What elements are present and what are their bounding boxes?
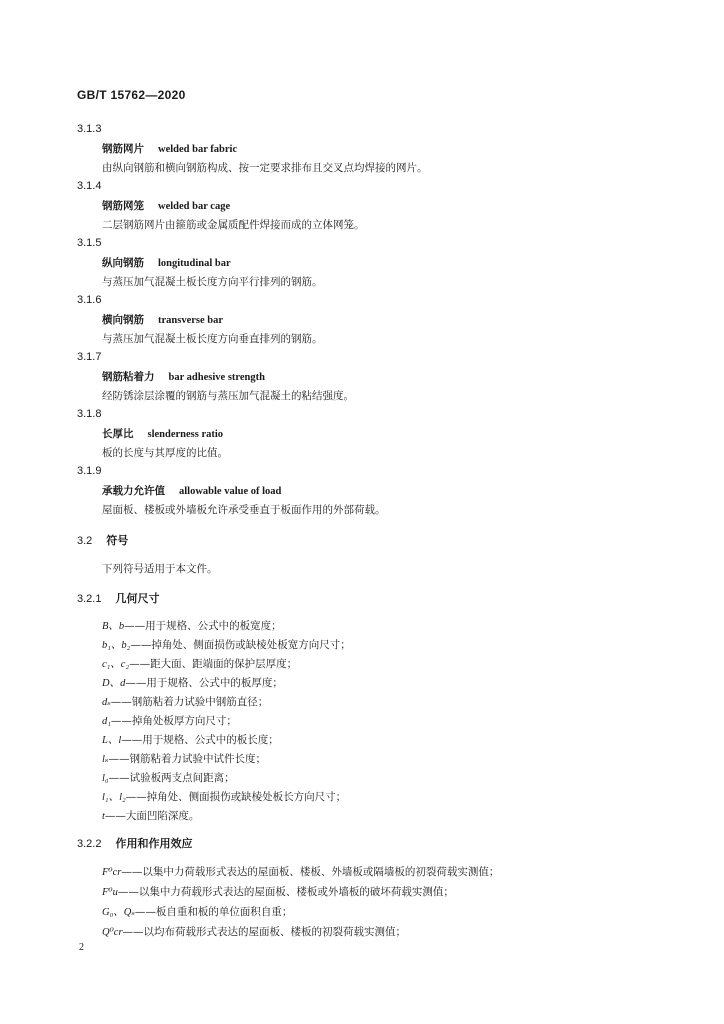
- clause-number: 3.1.7: [77, 351, 102, 363]
- clause-number: 3.1.4: [77, 180, 102, 192]
- term-en: transverse bar: [158, 315, 224, 326]
- term-zh: 承载力允许值: [102, 485, 165, 497]
- symbol: t: [102, 811, 105, 822]
- symbol-description: ——掉角处、侧面损伤或缺棱处板长方向尺寸；: [125, 791, 347, 803]
- section-heading-3-2: [77, 532, 128, 548]
- symbol: F⁰u: [102, 887, 118, 898]
- term-heading: [102, 483, 281, 498]
- term-definition: 经防锈涂层涂覆的钢筋与蒸压加气混凝土的粘结强度。: [102, 390, 354, 402]
- page-number: 2: [79, 942, 84, 953]
- term-heading: [102, 141, 237, 156]
- section-heading-3-2-1: [77, 590, 159, 606]
- symbol-line: [102, 789, 346, 804]
- symbol-line: [102, 751, 266, 766]
- symbol: d₁: [102, 716, 111, 727]
- section-title: 作用和作用效应: [115, 837, 193, 850]
- symbol: l₀: [102, 773, 109, 784]
- symbol-line: [102, 884, 454, 899]
- symbol: lₛ: [102, 754, 109, 765]
- term-heading: [102, 369, 265, 384]
- symbol-line: [102, 808, 199, 823]
- term-heading: [102, 255, 231, 270]
- symbol-description: ——用于规格、公式中的板长度；: [121, 734, 279, 746]
- symbol-line: [102, 770, 235, 785]
- term-zh: 长厚比: [102, 428, 134, 440]
- symbol-description: ——钢筋粘着力试验中钢筋直径；: [110, 696, 269, 708]
- term-en: bar adhesive strength: [168, 372, 265, 383]
- clause-number: 3.1.9: [77, 465, 102, 477]
- term-en: allowable value of load: [179, 486, 282, 497]
- symbol-description: ——板自重和板的单位面积自重；: [134, 906, 293, 918]
- term-en: slenderness ratio: [147, 429, 224, 440]
- section-number: 3.2.2: [77, 838, 102, 850]
- section-number: 3.2: [77, 535, 93, 547]
- symbol: D、d: [102, 678, 126, 689]
- term-heading: [102, 198, 230, 213]
- term-definition: 由纵向钢筋和横向钢筋构成、按一定要求排布且交叉点均焊接的网片。: [102, 162, 428, 174]
- symbol: L、l: [102, 735, 122, 746]
- symbol-line: [102, 864, 499, 879]
- standard-number: GB/T 15762—2020: [77, 88, 186, 102]
- term-en: longitudinal bar: [158, 258, 231, 269]
- symbol: l₁、l₂: [102, 792, 126, 803]
- symbol: F⁰cr: [102, 867, 122, 878]
- term-zh: 钢筋网片: [102, 143, 144, 155]
- symbol-line: [102, 637, 351, 652]
- clause-number: 3.1.6: [77, 294, 102, 306]
- symbol-line: [102, 732, 279, 747]
- term-definition: 屋面板、楼板或外墙板允许承受垂直于板面作用的外部荷载。: [102, 504, 386, 516]
- term-zh: 横向钢筋: [102, 314, 144, 326]
- symbol-line: [102, 675, 283, 690]
- symbol: dₛ: [102, 697, 111, 708]
- symbol-description: ——以集中力荷载形式表达的屋面板、楼板或外墙板的破坏荷载实测值；: [117, 886, 454, 898]
- symbol-description: ——以集中力荷载形式表达的屋面板、楼板、外墙板或隔墙板的初裂荷载实测值；: [121, 866, 500, 878]
- symbol: B、b: [102, 621, 125, 632]
- term-heading: [102, 426, 223, 441]
- section-heading-3-2-2: [77, 835, 192, 851]
- symbol-line: [102, 694, 268, 709]
- term-zh: 钢筋粘着力: [102, 371, 155, 383]
- symbol-line: [102, 904, 292, 919]
- section-title: 几何尺寸: [115, 592, 160, 605]
- symbol-description: ——用于规格、公式中的板厚度；: [125, 677, 283, 689]
- symbol: Q⁰cr: [102, 927, 123, 938]
- symbol-line: [102, 924, 406, 939]
- symbol-description: ——以均布荷载形式表达的屋面板、楼板的初裂荷载实测值；: [122, 926, 407, 938]
- symbol-description: ——试验板两支点间距离；: [108, 772, 235, 784]
- clause-number: 3.1.8: [77, 408, 102, 420]
- symbol-description: ——钢筋粘着力试验中试件长度；: [108, 753, 266, 765]
- symbol: c₁、c₂: [102, 659, 130, 670]
- section-intro: 下列符号适用于本文件。: [102, 563, 218, 575]
- term-definition: 板的长度与其厚度的比值。: [102, 447, 228, 459]
- term-en: welded bar cage: [158, 201, 231, 212]
- symbol: G₀、Qₛ: [102, 907, 135, 918]
- symbol-description: ——用于规格、公式中的板宽度；: [124, 620, 282, 632]
- term-definition: 与蒸压加气混凝土板长度方向平行排列的钢筋。: [102, 276, 323, 288]
- symbol-description: ——距大面、距端面的保护层厚度；: [129, 658, 298, 670]
- term-zh: 钢筋网笼: [102, 200, 144, 212]
- symbol-description: ——掉角处、侧面损伤或缺棱处板宽方向尺寸；: [130, 639, 351, 651]
- symbol-line: [102, 618, 282, 633]
- clause-number: 3.1.3: [77, 123, 102, 135]
- symbol-description: ——掉角处板厚方向尺寸；: [110, 715, 237, 727]
- term-heading: [102, 312, 223, 327]
- section-title: 符号: [106, 534, 129, 547]
- section-number: 3.2.1: [77, 593, 102, 605]
- symbol: b₁、b₂: [102, 640, 131, 651]
- term-definition: 二层钢筋网片由箍筋或金属质配件焊接而成的立体网笼。: [102, 219, 365, 231]
- term-en: welded bar fabric: [158, 144, 238, 155]
- symbol-description: ——大面凹陷深度。: [104, 810, 200, 822]
- term-definition: 与蒸压加气混凝土板长度方向垂直排列的钢筋。: [102, 333, 323, 345]
- term-zh: 纵向钢筋: [102, 257, 144, 269]
- symbol-line: [102, 656, 297, 671]
- clause-number: 3.1.5: [77, 237, 102, 249]
- symbol-line: [102, 713, 237, 728]
